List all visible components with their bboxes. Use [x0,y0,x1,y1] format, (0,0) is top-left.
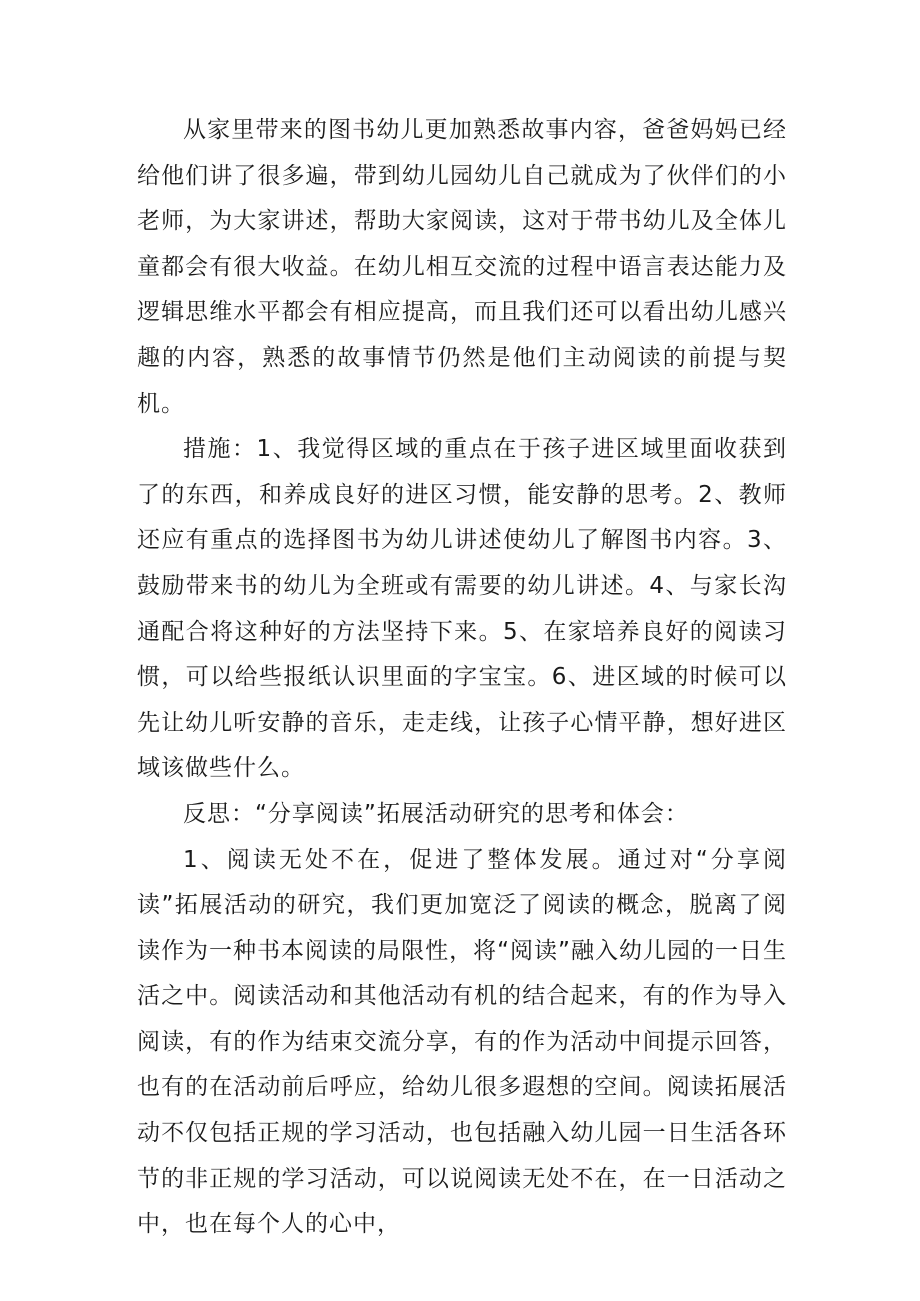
paragraph-reflection-heading: 反思：“分享阅读”拓展活动研究的思考和体会： [183,800,689,827]
document-body [137,108,787,1248]
paragraph-measures: 措施：1、我觉得区域的重点在于孩子进区域里面收获到了的东西，和养成良好的进区习惯，能安静的思考。2、教师还应有重点的选择图书为幼儿讲述使幼儿了解图书内容。3、鼓励带来书的幼儿为全班或有需要的幼儿讲述。4、与家长沟通配合将这种好的方法坚持下来。5、在家培养良好的阅读习惯，可以给些报纸认识里面的字宝宝。6、进区域的时候可以先让幼儿听安静的音乐，走走线，让孩子心情平静，想好进区域该做些什么。 [137,436,787,782]
paragraph-reading-everywhere: 1、阅读无处不在，促进了整体发展。通过对“分享阅读”拓展活动的研究，我们更加宽泛了阅读的概念，脱离了阅读作为一种书本阅读的局限性，将“阅读”融入幼儿园的一日生活之中。阅读活动和其他活动有机的结合起来，有的作为导入阅读，有的作为结束交流分享，有的作为活动中间提示回答，也有的在活动前后呼应，给幼儿很多遐想的空间。阅读拓展活动不仅包括正规的学习活动，也包括融入幼儿园一日生活各环节的非正规的学习活动，可以说阅读无处不在，在一日活动之中，也在每个人的心中， [137,846,787,1238]
paragraph-reading-from-home: 从家里带来的图书幼儿更加熟悉故事内容，爸爸妈妈已经给他们讲了很多遍，带到幼儿园幼儿自己就成为了伙伴们的小老师，为大家讲述，帮助大家阅读，这对于带书幼儿及全体儿童都会有很大收益。在幼儿相互交流的过程中语言表达能力及逻辑思维水平都会有相应提高，而且我们还可以看出幼儿感兴趣的内容，熟悉的故事情节仍然是他们主动阅读的前提与契机。 [137,117,787,417]
